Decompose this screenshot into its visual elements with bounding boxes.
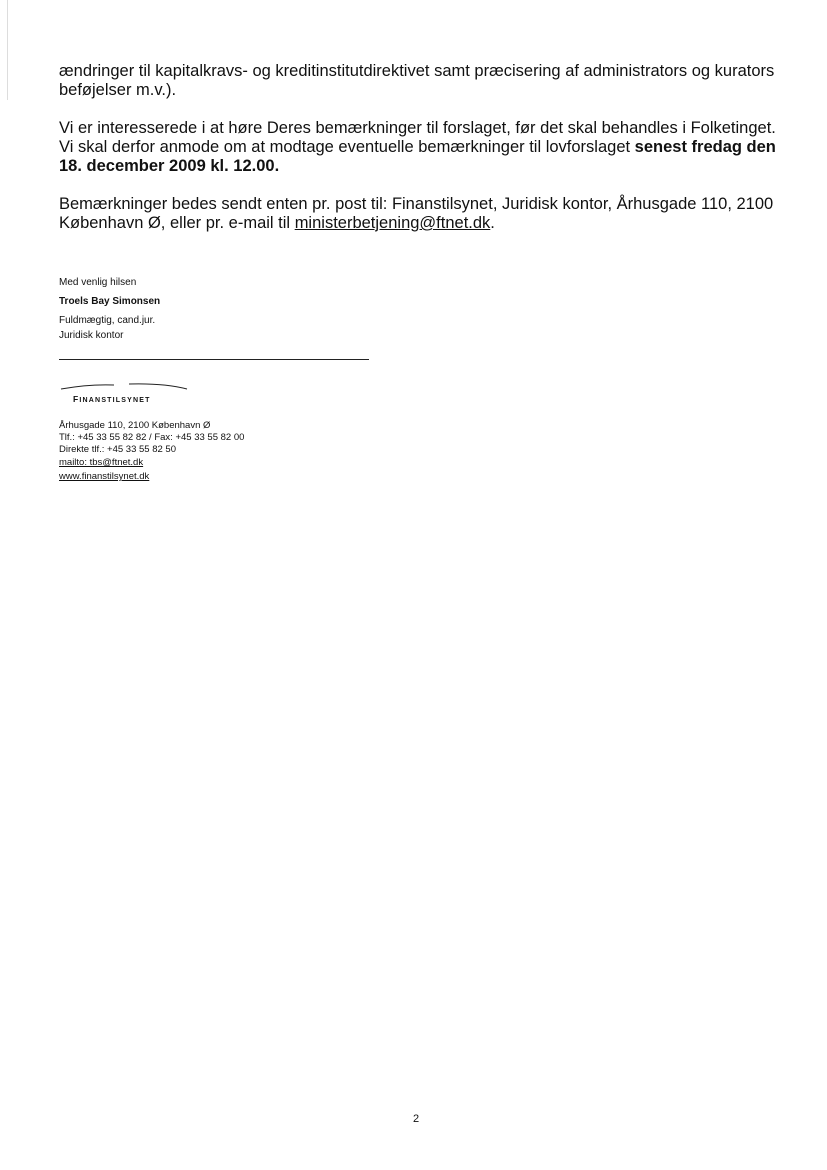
paragraph-request-comments	[59, 119, 789, 176]
contact-direct-phone: Direkte tlf.: +45 33 55 82 50	[59, 444, 176, 455]
submission-end: .	[490, 214, 495, 232]
request-text: Vi er interesserede i at høre Deres bemærkninger til forslaget, før det skal behandles i Folketinget. Vi skal derfor anmode om at modtage eventuelle bemærkninger til lovforslaget	[59, 119, 776, 156]
signature-name: Troels Bay Simonsen	[59, 296, 161, 307]
finanstilsynet-logo-mark-icon	[59, 380, 199, 394]
finanstilsynet-logo: FINANSTILSYNET	[73, 394, 151, 404]
signature-greeting: Med venlig hilsen	[59, 277, 137, 288]
page-number: 2	[413, 1113, 420, 1125]
deadline-text: senest fredag den 18. december 2009 kl. 12.00.	[59, 138, 776, 175]
contact-address: Århusgade 110, 2100 København Ø	[59, 420, 211, 431]
paragraph-submission	[59, 195, 789, 233]
signature-title: Fuldmægtig, cand.jur.	[59, 315, 156, 326]
signature-department: Juridisk kontor	[59, 330, 124, 341]
paragraph-amendments: ændringer til kapitalkravs- og kreditinstitutdirektivet samt præcisering af administrators og kurators beføjelser m.v.).	[59, 62, 775, 99]
scan-margin-line	[7, 0, 8, 100]
submission-text: Bemærkninger bedes sendt enten pr. post til: Finanstilsynet, Juridisk kontor, Århusgade 110, 2100 København Ø, eller pr. e-mail til	[59, 195, 774, 232]
contact-phone-fax: Tlf.: +45 33 55 82 82 / Fax: +45 33 55 82 00	[59, 432, 245, 443]
signature-divider	[59, 359, 369, 360]
contact-website-link[interactable]: www.finanstilsynet.dk	[59, 471, 150, 482]
ministry-email-link[interactable]: ministerbetjening@ftnet.dk	[294, 214, 491, 232]
contact-email-link[interactable]: mailto: tbs@ftnet.dk	[59, 457, 144, 468]
